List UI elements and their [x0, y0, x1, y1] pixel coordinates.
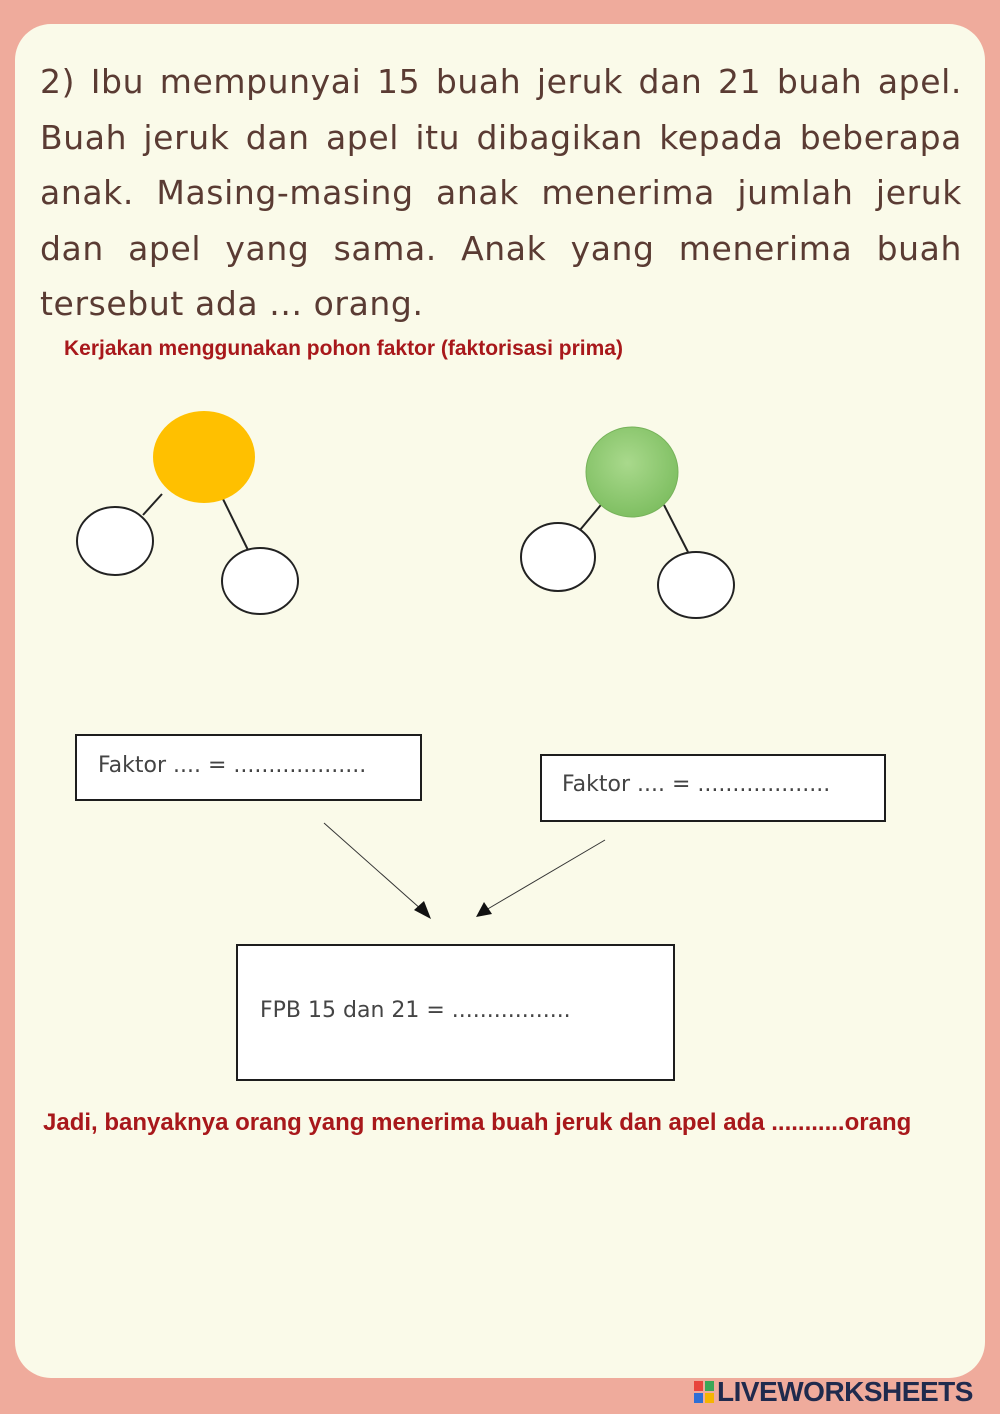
right-tree-root-node	[586, 427, 678, 517]
right-tree-branch-right	[664, 505, 688, 552]
arrow-left-head	[414, 901, 431, 919]
factor-box-left[interactable]	[75, 734, 422, 801]
conclusion-text: Jadi, banyaknya orang yang menerima buah jeruk dan apel ada ...........orang	[43, 1109, 912, 1136]
factor-box-right[interactable]	[540, 754, 886, 822]
arrow-left-line	[324, 823, 422, 910]
factor-box-left-text: Faktor .... = ...................	[98, 753, 367, 778]
brand-name: LIVEWORKSHEETS	[717, 1376, 973, 1407]
right-tree-child-node-2[interactable]	[658, 552, 734, 618]
fpb-box-text: FPB 15 dan 21 = .................	[260, 998, 571, 1023]
instruction-text: Kerjakan menggunakan pohon faktor (faktorisasi prima)	[64, 337, 623, 360]
brand-watermark	[694, 1374, 973, 1410]
left-tree-branch-right	[222, 497, 248, 550]
left-tree-root-node	[153, 411, 255, 503]
left-tree-child-node-1[interactable]	[77, 507, 153, 575]
arrow-right-line	[486, 840, 605, 910]
factor-box-right-text: Faktor .... = ...................	[562, 772, 831, 797]
right-tree-child-node-1[interactable]	[521, 523, 595, 591]
liveworksheets-logo-icon	[694, 1381, 714, 1403]
question-text: 2) Ibu mempunyai 15 buah jeruk dan 21 buah apel. Buah jeruk dan apel itu dibagikan kepada beberapa anak. Masing-masing anak menerima jumlah jeruk dan apel yang sama. Anak yang menerima buah tersebut ada ... orang.	[40, 62, 962, 323]
left-tree-branch-left	[143, 494, 162, 515]
fpb-box[interactable]	[236, 944, 675, 1081]
left-tree-child-node-2[interactable]	[222, 548, 298, 614]
arrow-right-head	[476, 902, 492, 917]
